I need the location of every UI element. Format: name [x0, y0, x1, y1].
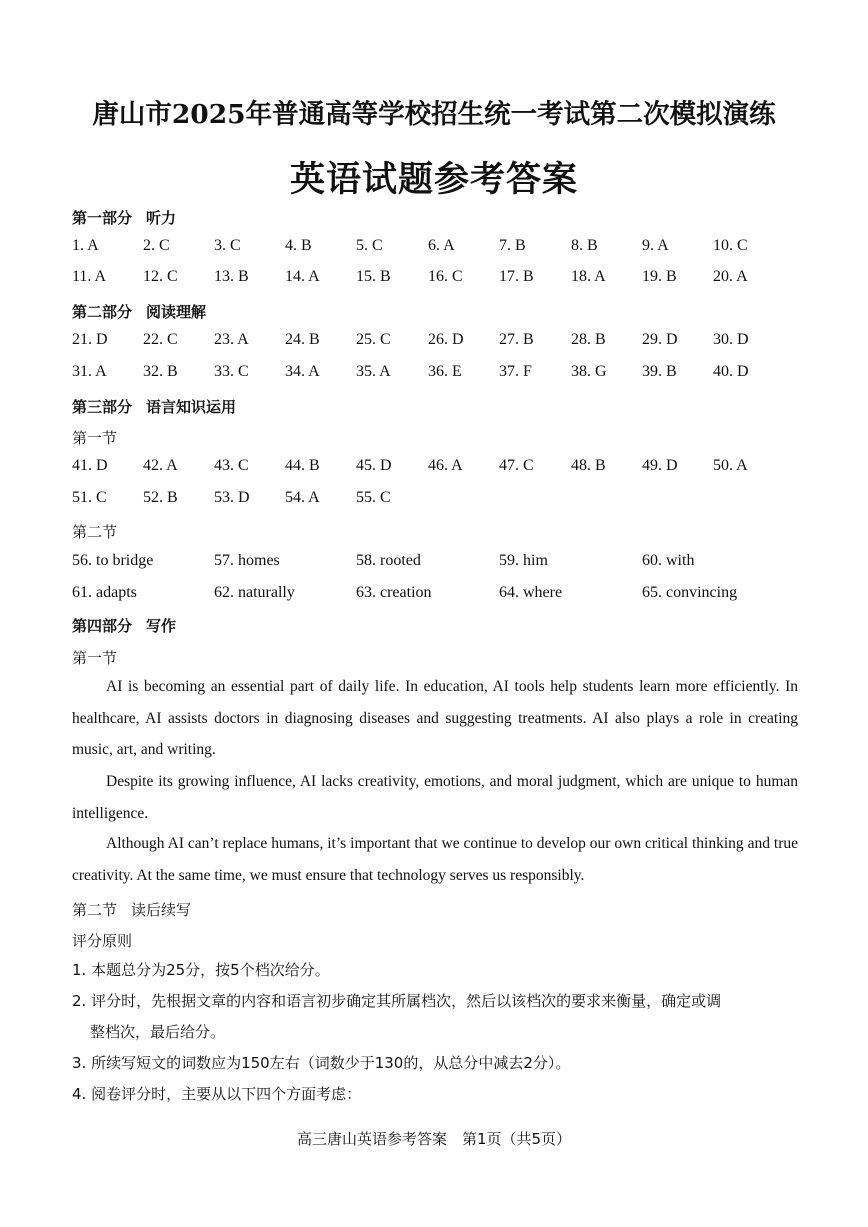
answer-item: 49. D — [642, 457, 678, 474]
answer-item: 40. D — [713, 363, 749, 380]
part4-section2-name: 读后续写 — [131, 901, 192, 919]
part3-heading — [72, 396, 236, 417]
answer-item: 8. B — [571, 237, 598, 254]
answer-item: 7. B — [499, 237, 526, 254]
answer-item: 26. D — [428, 331, 464, 348]
answer-item: 64. where — [499, 584, 563, 601]
answer-item: 13. B — [214, 268, 249, 285]
answer-item: 47. C — [499, 457, 534, 474]
exam-title: 唐山市2025年普通高等学校招生统一考试第二次模拟演练 — [92, 99, 776, 130]
answer-item: 57. homes — [214, 552, 280, 569]
answer-item: 25. C — [356, 331, 391, 348]
answer-item: 50. A — [713, 457, 748, 474]
answer-item: 12. C — [143, 268, 178, 285]
answer-item: 15. B — [356, 268, 391, 285]
document-subtitle: 英语试题参考答案 — [289, 160, 578, 200]
part3-section2-label: 第二节 — [72, 523, 118, 541]
part4-section1-label: 第一节 — [72, 649, 118, 667]
page-footer: 高三唐山英语参考答案 第1页（共5页） — [296, 1130, 572, 1148]
answer-item: 63. creation — [356, 584, 432, 601]
part4-section2-label: 第二节 — [72, 901, 118, 919]
answer-item: 65. convincing — [642, 584, 738, 601]
answer-item: 2. C — [143, 237, 170, 254]
part4-section2-heading — [72, 899, 191, 920]
answer-item: 45. D — [356, 457, 392, 474]
answer-item: 17. B — [499, 268, 534, 285]
answer-item: 59. him — [499, 552, 548, 569]
scoring-rule-4: 4. 阅卷评分时，主要从以下四个方面考虑： — [72, 1085, 362, 1103]
part2-heading — [72, 301, 206, 322]
answer-item: 3. C — [214, 237, 241, 254]
answer-item: 6. A — [428, 237, 455, 254]
answer-item: 30. D — [713, 331, 749, 348]
answer-item: 20. A — [713, 268, 748, 285]
answer-item: 22. C — [143, 331, 178, 348]
answer-item: 62. naturally — [214, 584, 295, 601]
answer-item: 54. A — [285, 489, 320, 506]
answer-item: 31. A — [72, 363, 107, 380]
scoring-principles-title: 评分原则 — [72, 932, 133, 950]
answer-item: 1. A — [72, 237, 99, 254]
answer-item: 41. D — [72, 457, 108, 474]
part2-label: 第二部分 — [72, 303, 133, 321]
answer-item: 4. B — [285, 237, 312, 254]
answer-item: 32. B — [143, 363, 178, 380]
part3-section1-label: 第一节 — [72, 429, 118, 447]
essay-paragraph-1: AI is becoming an essential part of daily life. In education, AI tools help students learn more efficiently. In healthcare, AI assists doctors in diagnosing diseases and suggesting treatments. AI also plays a role in creating music, art, and writing. — [72, 678, 798, 758]
answer-item: 48. B — [571, 457, 606, 474]
part4-heading — [72, 615, 176, 636]
answer-item: 53. D — [214, 489, 250, 506]
answer-item: 16. C — [428, 268, 463, 285]
part4-name: 写作 — [146, 617, 177, 635]
answer-item: 9. A — [642, 237, 669, 254]
scoring-rule-1: 1. 本题总分为25分，按5个档次给分。 — [72, 961, 330, 979]
part1-heading — [72, 207, 176, 228]
answer-item: 51. C — [72, 489, 107, 506]
part1-name: 听力 — [146, 209, 177, 227]
answer-item: 33. C — [214, 363, 249, 380]
answer-item: 21. D — [72, 331, 108, 348]
answer-item: 29. D — [642, 331, 678, 348]
answer-item: 18. A — [571, 268, 606, 285]
essay-paragraph-2: Despite its growing influence, AI lacks creativity, emotions, and moral judgment, which are unique to human intelligence. — [72, 773, 798, 822]
answer-item: 28. B — [571, 331, 606, 348]
answer-item: 27. B — [499, 331, 534, 348]
answer-item: 55. C — [356, 489, 391, 506]
answer-item: 42. A — [143, 457, 178, 474]
answer-item: 34. A — [285, 363, 320, 380]
part2-name: 阅读理解 — [146, 303, 207, 321]
answer-item: 58. rooted — [356, 552, 421, 569]
answer-item: 10. C — [713, 237, 748, 254]
answer-item: 14. A — [285, 268, 320, 285]
answer-item: 60. with — [642, 552, 695, 569]
answer-item: 39. B — [642, 363, 677, 380]
answer-item: 52. B — [143, 489, 178, 506]
scoring-rules — [72, 955, 812, 1110]
answer-item: 24. B — [285, 331, 320, 348]
answer-item: 11. A — [72, 268, 107, 285]
part4-label: 第四部分 — [72, 617, 133, 635]
essay-paragraph-3: Although AI can’t replace humans, it’s important that we continue to develop our own critical thinking and true creativity. At the same time, we must ensure that technology serves us responsibly. — [72, 835, 798, 884]
answer-item: 56. to bridge — [72, 552, 154, 569]
answer-item: 23. A — [214, 331, 249, 348]
answer-item: 19. B — [642, 268, 677, 285]
part3-label: 第三部分 — [72, 398, 133, 416]
answer-item: 61. adapts — [72, 584, 137, 601]
scoring-rule-2-continued: 整档次，最后给分。 — [90, 1023, 226, 1041]
scoring-rule-2: 2. 评分时，先根据文章的内容和语言初步确定其所属档次，然后以该档次的要求来衡量，确定或调 — [72, 992, 722, 1010]
answer-item: 35. A — [356, 363, 391, 380]
answer-item: 43. C — [214, 457, 249, 474]
part3-name: 语言知识运用 — [146, 398, 237, 416]
answer-item: 44. B — [285, 457, 320, 474]
answer-item: 38. G — [571, 363, 607, 380]
scoring-rule-3: 3. 所续写短文的词数应为150左右（词数少于130的，从总分中减去2分）。 — [72, 1054, 571, 1072]
answer-item: 46. A — [428, 457, 463, 474]
part1-label: 第一部分 — [72, 209, 133, 227]
answer-item: 5. C — [356, 237, 383, 254]
answer-item: 36. E — [428, 363, 462, 380]
answer-item: 37. F — [499, 363, 532, 380]
